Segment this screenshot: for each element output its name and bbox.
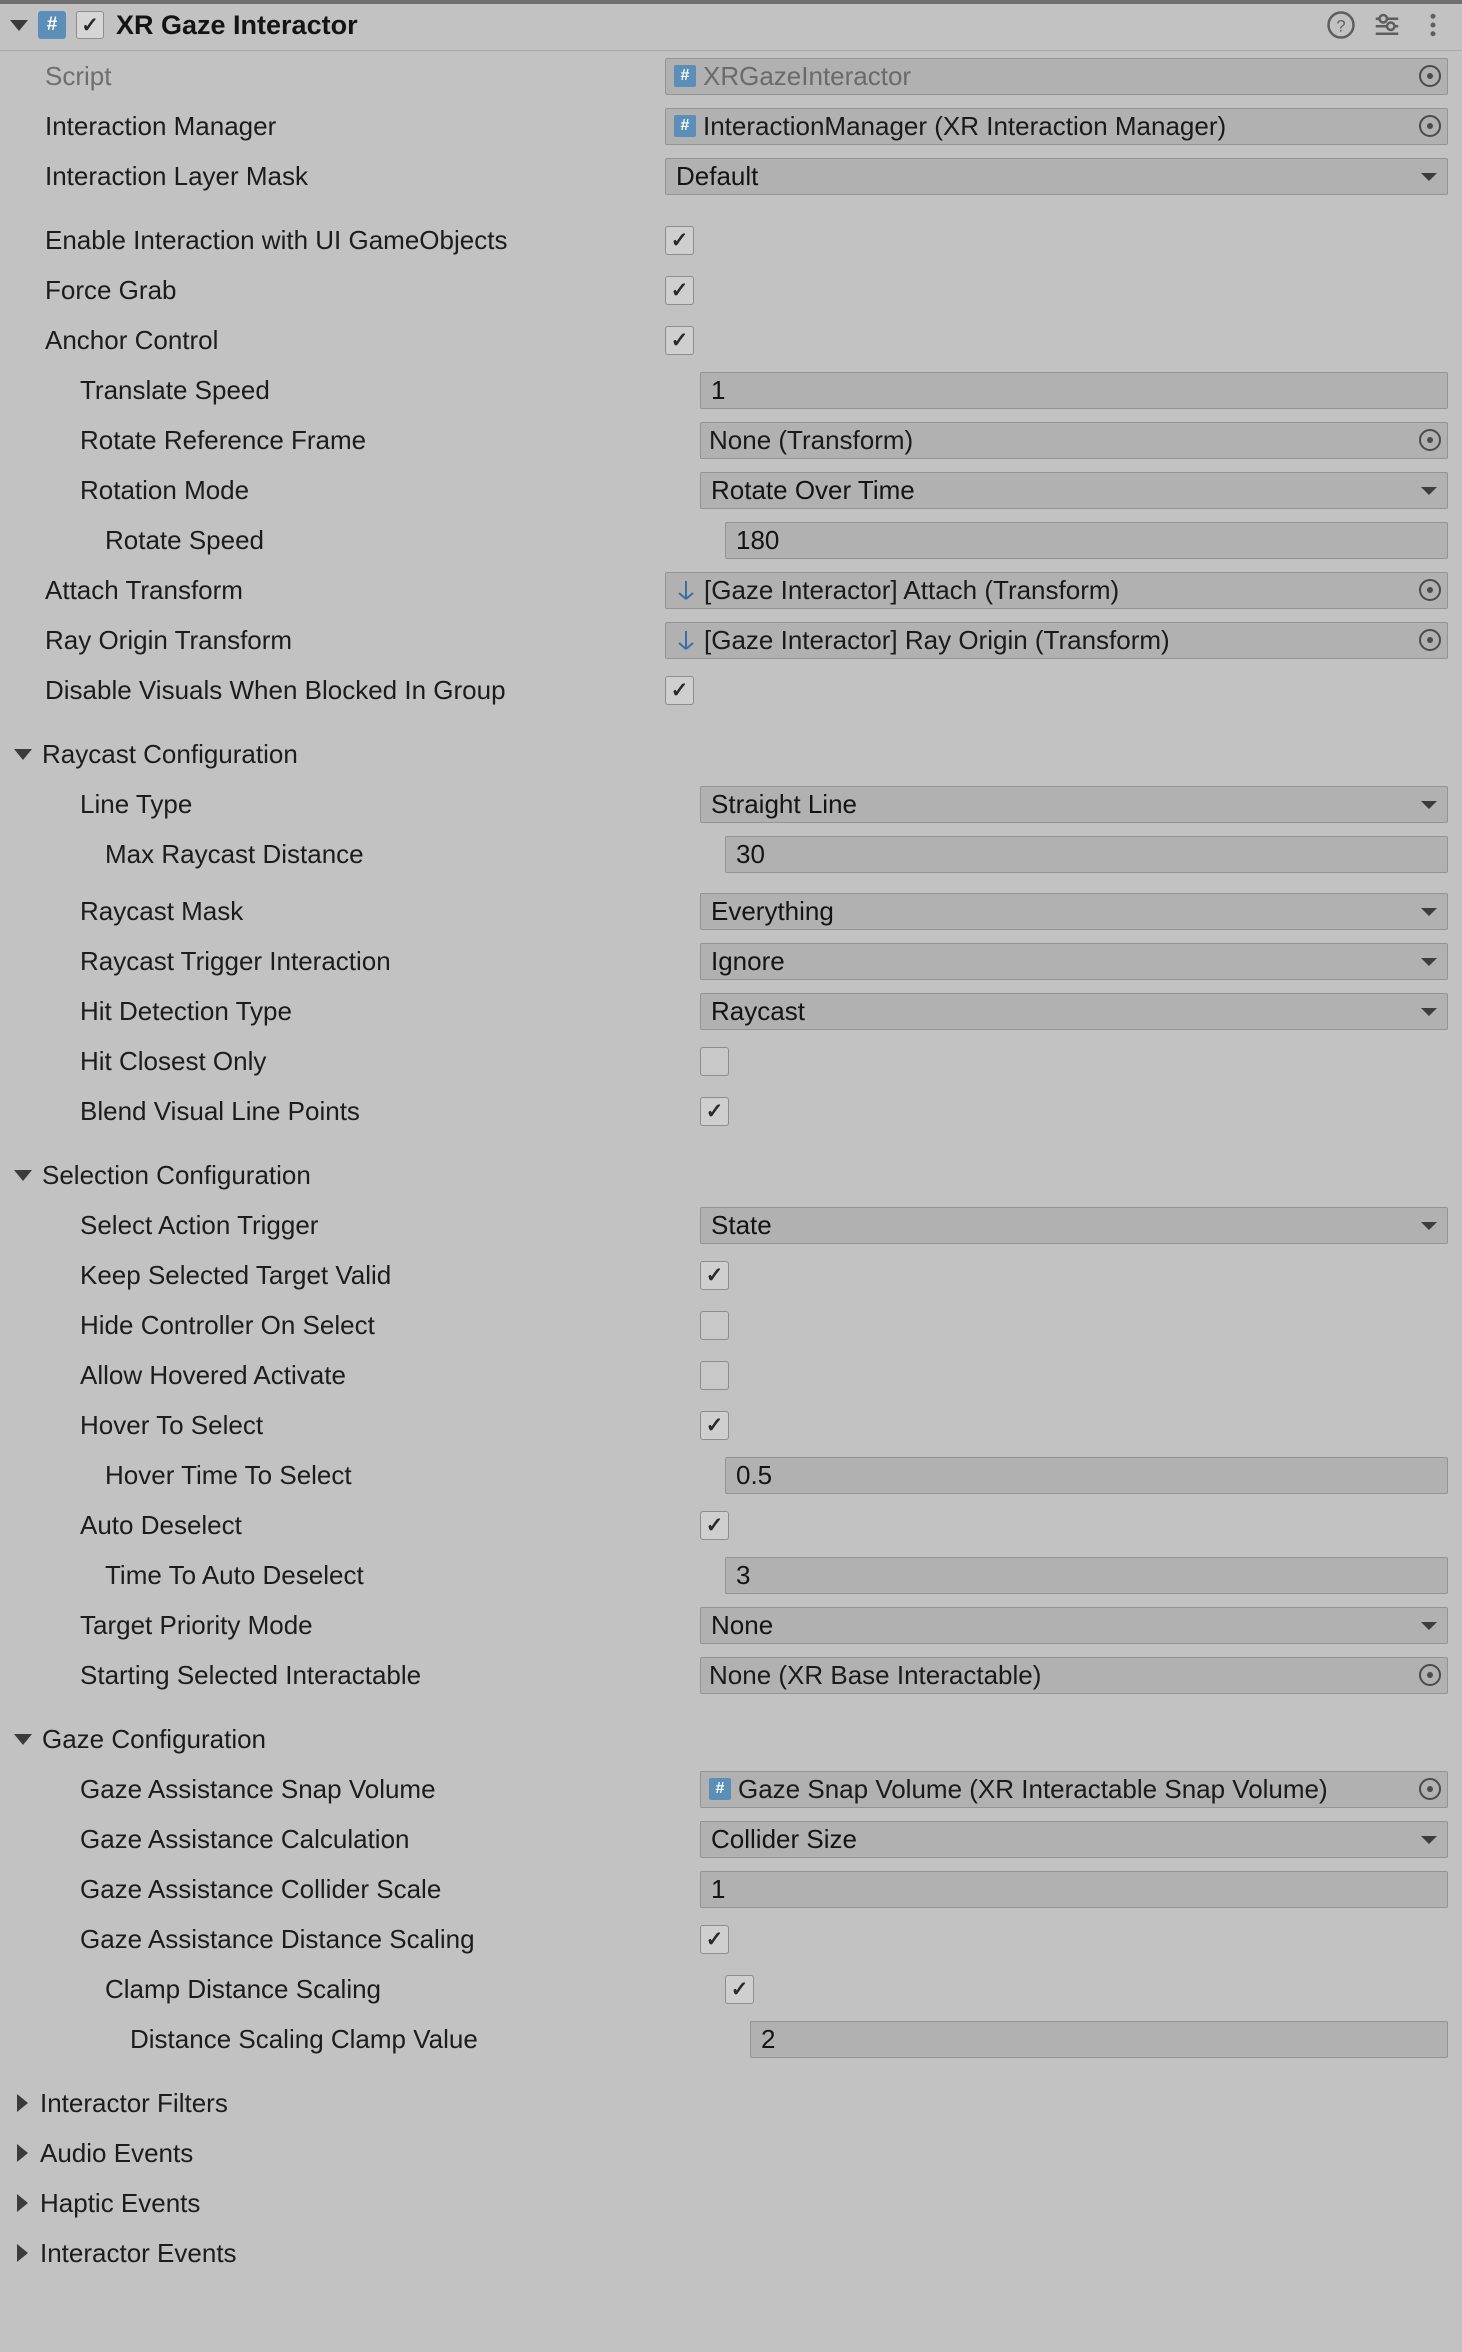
label-gaze-snap-volume: Gaze Assistance Snap Volume <box>80 1773 436 1804</box>
field-interaction-manager[interactable] <box>665 108 1448 145</box>
foldout-arrow-icon[interactable] <box>17 2094 28 2112</box>
foldout-arrow-icon[interactable] <box>14 749 32 760</box>
object-picker-icon[interactable] <box>1419 1664 1441 1686</box>
interaction-manager-object-field[interactable] <box>665 108 1448 145</box>
chevron-down-icon <box>1421 1836 1437 1844</box>
row-interaction-manager <box>0 101 1462 151</box>
row-script <box>0 51 1462 101</box>
anchor-control-checkbox[interactable]: ✓ <box>665 326 694 355</box>
section-interactor-events[interactable] <box>0 2228 1462 2278</box>
field-disable-visuals-blocked[interactable] <box>665 672 1448 709</box>
raycast-trigger-interaction-dropdown[interactable] <box>700 943 1448 980</box>
label-rotate-reference-frame: Rotate Reference Frame <box>80 424 367 455</box>
hit-detection-type-dropdown[interactable] <box>700 993 1448 1030</box>
gaze-calculation-value: Collider Size <box>711 1823 857 1854</box>
time-to-auto-deselect-input[interactable]: 3 <box>725 1557 1448 1594</box>
section-audio-events[interactable] <box>0 2128 1462 2178</box>
row-gaze-calculation <box>0 1814 1462 1864</box>
row-max-raycast-distance <box>0 829 1462 879</box>
label-blend-visual-line-points: Blend Visual Line Points <box>80 1095 360 1126</box>
label-keep-selected-target-valid: Keep Selected Target Valid <box>80 1259 392 1290</box>
interaction-layer-mask-dropdown[interactable] <box>665 158 1448 195</box>
line-type-value: Straight Line <box>711 788 857 819</box>
label-max-raycast-distance: Max Raycast Distance <box>105 838 364 869</box>
label-interaction-layer-mask: Interaction Layer Mask <box>45 160 309 191</box>
hover-to-select-checkbox[interactable]: ✓ <box>700 1411 729 1440</box>
field-line-type[interactable] <box>700 786 1448 823</box>
row-hide-controller-on-select <box>0 1300 1462 1350</box>
row-allow-hovered-activate <box>0 1350 1462 1400</box>
section-title-raycast-configuration: Raycast Configuration <box>42 738 298 769</box>
foldout-arrow-icon[interactable] <box>17 2244 28 2262</box>
section-title-interactor-filters: Interactor Filters <box>40 2087 228 2118</box>
transform-icon <box>674 578 698 602</box>
field-allow-hovered-activate[interactable] <box>700 1357 1448 1394</box>
label-select-action-trigger: Select Action Trigger <box>80 1209 319 1240</box>
select-action-trigger-value: State <box>711 1209 772 1240</box>
distance-scaling-clamp-value-input[interactable]: 2 <box>750 2021 1448 2058</box>
field-hit-detection-type[interactable] <box>700 993 1448 1030</box>
label-disable-visuals-blocked: Disable Visuals When Blocked In Group <box>45 674 506 705</box>
row-hover-to-select <box>0 1400 1462 1450</box>
field-translate-speed[interactable] <box>700 372 1448 409</box>
svg-text:?: ? <box>1336 17 1346 36</box>
row-distance-scaling-clamp-value <box>0 2014 1462 2064</box>
field-gaze-snap-volume[interactable] <box>700 1771 1448 1808</box>
raycast-trigger-interaction-value: Ignore <box>711 945 785 976</box>
label-rotation-mode: Rotation Mode <box>80 474 250 505</box>
row-translate-speed <box>0 365 1462 415</box>
enable-ui-interaction-checkbox[interactable]: ✓ <box>665 226 694 255</box>
label-hover-time-to-select: Hover Time To Select <box>105 1459 352 1490</box>
attach-transform-value: [Gaze Interactor] Attach (Transform) <box>704 574 1120 605</box>
label-hit-detection-type: Hit Detection Type <box>80 995 292 1026</box>
section-raycast-configuration[interactable] <box>0 729 1462 779</box>
select-action-trigger-dropdown[interactable] <box>700 1207 1448 1244</box>
field-attach-transform[interactable] <box>665 572 1448 609</box>
field-gaze-collider-scale[interactable] <box>700 1871 1448 1908</box>
component-title: XR Gaze Interactor <box>116 9 358 40</box>
raycast-mask-value: Everything <box>711 895 834 926</box>
component-enabled-checkbox[interactable]: ✓ <box>76 11 104 39</box>
row-gaze-distance-scaling <box>0 1914 1462 1964</box>
label-time-to-auto-deselect: Time To Auto Deselect <box>105 1559 364 1590</box>
row-raycast-mask <box>0 886 1462 936</box>
field-gaze-distance-scaling[interactable] <box>700 1921 1448 1958</box>
field-starting-selected-interactable[interactable] <box>700 1657 1448 1694</box>
row-attach-transform <box>0 565 1462 615</box>
foldout-arrow-icon[interactable] <box>17 2194 28 2212</box>
section-selection-configuration[interactable] <box>0 1150 1462 1200</box>
field-clamp-distance-scaling[interactable] <box>725 1971 1448 2008</box>
section-title-audio-events: Audio Events <box>40 2137 194 2168</box>
label-attach-transform: Attach Transform <box>45 574 243 605</box>
starting-selected-interactable-value: None (XR Base Interactable) <box>709 1659 1042 1690</box>
field-time-to-auto-deselect[interactable] <box>725 1557 1448 1594</box>
row-disable-visuals-blocked <box>0 665 1462 715</box>
row-rotation-mode <box>0 465 1462 515</box>
label-target-priority-mode: Target Priority Mode <box>80 1609 313 1640</box>
target-priority-mode-dropdown[interactable] <box>700 1607 1448 1644</box>
field-interaction-layer-mask[interactable] <box>665 158 1448 195</box>
row-rotate-reference-frame <box>0 415 1462 465</box>
spacer <box>0 879 1462 886</box>
field-ray-origin-transform[interactable] <box>665 622 1448 659</box>
spacer <box>0 1136 1462 1150</box>
preset-icon[interactable] <box>1372 10 1402 40</box>
chevron-down-icon <box>1421 1622 1437 1630</box>
label-rotate-speed: Rotate Speed <box>105 524 265 555</box>
spacer <box>0 201 1462 215</box>
auto-deselect-checkbox[interactable]: ✓ <box>700 1511 729 1540</box>
target-priority-mode-value: None <box>711 1609 774 1640</box>
blend-visual-line-points-checkbox[interactable]: ✓ <box>700 1097 729 1126</box>
gaze-collider-scale-input[interactable]: 1 <box>700 1871 1448 1908</box>
label-raycast-mask: Raycast Mask <box>80 895 244 926</box>
chevron-down-icon <box>1421 958 1437 966</box>
script-badge-icon: # <box>709 1778 731 1800</box>
field-target-priority-mode[interactable] <box>700 1607 1448 1644</box>
script-badge-icon: # <box>38 11 66 39</box>
hit-closest-only-checkbox[interactable] <box>700 1047 729 1076</box>
spacer <box>0 2064 1462 2078</box>
label-gaze-collider-scale: Gaze Assistance Collider Scale <box>80 1873 442 1904</box>
line-type-dropdown[interactable] <box>700 786 1448 823</box>
script-value: XRGazeInteractor <box>703 60 912 91</box>
field-hover-to-select[interactable] <box>700 1407 1448 1444</box>
field-force-grab[interactable] <box>665 272 1448 309</box>
chevron-down-icon <box>1421 1008 1437 1016</box>
label-gaze-distance-scaling: Gaze Assistance Distance Scaling <box>80 1923 475 1954</box>
field-select-action-trigger[interactable] <box>700 1207 1448 1244</box>
hide-controller-on-select-checkbox[interactable] <box>700 1311 729 1340</box>
help-icon[interactable] <box>1326 10 1356 40</box>
object-picker-icon[interactable] <box>1419 65 1441 87</box>
field-max-raycast-distance[interactable] <box>725 836 1448 873</box>
section-gaze-configuration[interactable] <box>0 1714 1462 1764</box>
spacer <box>0 715 1462 729</box>
chevron-down-icon <box>1421 908 1437 916</box>
field-keep-selected-target-valid[interactable] <box>700 1257 1448 1294</box>
transform-icon <box>674 628 698 652</box>
label-allow-hovered-activate: Allow Hovered Activate <box>80 1359 346 1390</box>
spacer <box>0 1700 1462 1714</box>
rotate-reference-frame-object-field[interactable] <box>700 422 1448 459</box>
label-starting-selected-interactable: Starting Selected Interactable <box>80 1659 422 1690</box>
foldout-arrow-icon[interactable] <box>14 1170 32 1181</box>
script-badge-icon: # <box>674 65 696 87</box>
label-auto-deselect: Auto Deselect <box>80 1509 242 1540</box>
row-keep-selected-target-valid <box>0 1250 1462 1300</box>
max-raycast-distance-input[interactable]: 30 <box>725 836 1448 873</box>
row-enable-ui-interaction <box>0 215 1462 265</box>
component-header[interactable] <box>0 0 1462 51</box>
section-title-selection-configuration: Selection Configuration <box>42 1159 311 1190</box>
allow-hovered-activate-checkbox[interactable] <box>700 1361 729 1390</box>
object-picker-icon[interactable] <box>1419 429 1441 451</box>
label-interaction-manager: Interaction Manager <box>45 110 277 141</box>
field-script[interactable] <box>665 58 1448 95</box>
component-foldout-arrow-icon[interactable] <box>10 20 28 31</box>
label-anchor-control: Anchor Control <box>45 324 219 355</box>
label-distance-scaling-clamp-value: Distance Scaling Clamp Value <box>130 2023 478 2054</box>
foldout-arrow-icon[interactable] <box>14 1734 32 1745</box>
gaze-distance-scaling-checkbox[interactable]: ✓ <box>700 1925 729 1954</box>
rotation-mode-dropdown[interactable] <box>700 472 1448 509</box>
keep-selected-target-valid-checkbox[interactable]: ✓ <box>700 1261 729 1290</box>
row-gaze-collider-scale <box>0 1864 1462 1914</box>
chevron-down-icon <box>1421 801 1437 809</box>
row-gaze-snap-volume <box>0 1764 1462 1814</box>
hover-time-to-select-input[interactable]: 0.5 <box>725 1457 1448 1494</box>
row-time-to-auto-deselect <box>0 1550 1462 1600</box>
label-enable-ui-interaction: Enable Interaction with UI GameObjects <box>45 224 508 255</box>
label-script: Script <box>45 60 112 91</box>
chevron-down-icon <box>1421 173 1437 181</box>
attach-transform-object-field[interactable] <box>665 572 1448 609</box>
row-hit-closest-only <box>0 1036 1462 1086</box>
section-interactor-filters[interactable] <box>0 2078 1462 2128</box>
rotate-speed-input[interactable]: 180 <box>725 522 1448 559</box>
row-force-grab <box>0 265 1462 315</box>
field-distance-scaling-clamp-value[interactable] <box>750 2021 1448 2058</box>
chevron-down-icon <box>1421 1222 1437 1230</box>
gaze-calculation-dropdown[interactable] <box>700 1821 1448 1858</box>
script-badge-icon: # <box>674 115 696 137</box>
label-gaze-calculation: Gaze Assistance Calculation <box>80 1823 410 1854</box>
row-starting-selected-interactable <box>0 1650 1462 1700</box>
rotation-mode-value: Rotate Over Time <box>711 474 915 505</box>
section-title-haptic-events: Haptic Events <box>40 2187 201 2218</box>
field-enable-ui-interaction[interactable] <box>665 222 1448 259</box>
row-clamp-distance-scaling <box>0 1964 1462 2014</box>
field-hover-time-to-select[interactable] <box>725 1457 1448 1494</box>
label-hide-controller-on-select: Hide Controller On Select <box>80 1309 375 1340</box>
field-gaze-calculation[interactable] <box>700 1821 1448 1858</box>
label-force-grab: Force Grab <box>45 274 177 305</box>
row-anchor-control <box>0 315 1462 365</box>
hit-detection-type-value: Raycast <box>711 995 805 1026</box>
rotate-reference-frame-value: None (Transform) <box>709 424 914 455</box>
field-blend-visual-line-points[interactable] <box>700 1093 1448 1130</box>
gaze-snap-volume-value: Gaze Snap Volume (XR Interactable Snap Volume) <box>738 1773 1328 1804</box>
interaction-layer-mask-value: Default <box>676 160 759 191</box>
object-picker-icon[interactable] <box>1419 579 1441 601</box>
label-hit-closest-only: Hit Closest Only <box>80 1045 267 1076</box>
field-anchor-control[interactable] <box>665 322 1448 359</box>
object-picker-icon[interactable] <box>1419 1778 1441 1800</box>
field-hit-closest-only[interactable] <box>700 1043 1448 1080</box>
ray-origin-transform-value: [Gaze Interactor] Ray Origin (Transform) <box>704 624 1170 655</box>
header-icon-group <box>1326 10 1448 40</box>
field-rotate-reference-frame[interactable] <box>700 422 1448 459</box>
label-line-type: Line Type <box>80 788 193 819</box>
row-interaction-layer-mask <box>0 151 1462 201</box>
field-raycast-trigger-interaction[interactable] <box>700 943 1448 980</box>
section-haptic-events[interactable] <box>0 2178 1462 2228</box>
more-menu-icon[interactable] <box>1418 10 1448 40</box>
label-clamp-distance-scaling: Clamp Distance Scaling <box>105 1973 382 2004</box>
row-line-type <box>0 779 1462 829</box>
ray-origin-transform-object-field[interactable] <box>665 622 1448 659</box>
row-hover-time-to-select <box>0 1450 1462 1500</box>
disable-visuals-blocked-checkbox[interactable]: ✓ <box>665 676 694 705</box>
row-target-priority-mode <box>0 1600 1462 1650</box>
force-grab-checkbox[interactable]: ✓ <box>665 276 694 305</box>
script-object-field[interactable] <box>665 58 1448 95</box>
translate-speed-input[interactable]: 1 <box>700 372 1448 409</box>
section-title-interactor-events: Interactor Events <box>40 2237 237 2268</box>
field-rotation-mode[interactable] <box>700 472 1448 509</box>
row-select-action-trigger <box>0 1200 1462 1250</box>
label-hover-to-select: Hover To Select <box>80 1409 264 1440</box>
section-title-gaze-configuration: Gaze Configuration <box>42 1723 267 1754</box>
row-rotate-speed <box>0 515 1462 565</box>
row-auto-deselect <box>0 1500 1462 1550</box>
row-ray-origin-transform <box>0 615 1462 665</box>
object-picker-icon[interactable] <box>1419 629 1441 651</box>
starting-selected-interactable-object-field[interactable] <box>700 1657 1448 1694</box>
interaction-manager-value: InteractionManager (XR Interaction Manager) <box>703 110 1227 141</box>
field-hide-controller-on-select[interactable] <box>700 1307 1448 1344</box>
field-raycast-mask[interactable] <box>700 893 1448 930</box>
raycast-mask-dropdown[interactable] <box>700 893 1448 930</box>
field-auto-deselect[interactable] <box>700 1507 1448 1544</box>
chevron-down-icon <box>1421 487 1437 495</box>
row-blend-visual-line-points <box>0 1086 1462 1136</box>
label-raycast-trigger-interaction: Raycast Trigger Interaction <box>80 945 391 976</box>
field-rotate-speed[interactable] <box>725 522 1448 559</box>
row-raycast-trigger-interaction <box>0 936 1462 986</box>
object-picker-icon[interactable] <box>1419 115 1441 137</box>
gaze-snap-volume-object-field[interactable] <box>700 1771 1448 1808</box>
foldout-arrow-icon[interactable] <box>17 2144 28 2162</box>
label-ray-origin-transform: Ray Origin Transform <box>45 624 293 655</box>
clamp-distance-scaling-checkbox[interactable]: ✓ <box>725 1975 754 2004</box>
row-hit-detection-type <box>0 986 1462 1036</box>
label-translate-speed: Translate Speed <box>80 374 270 405</box>
